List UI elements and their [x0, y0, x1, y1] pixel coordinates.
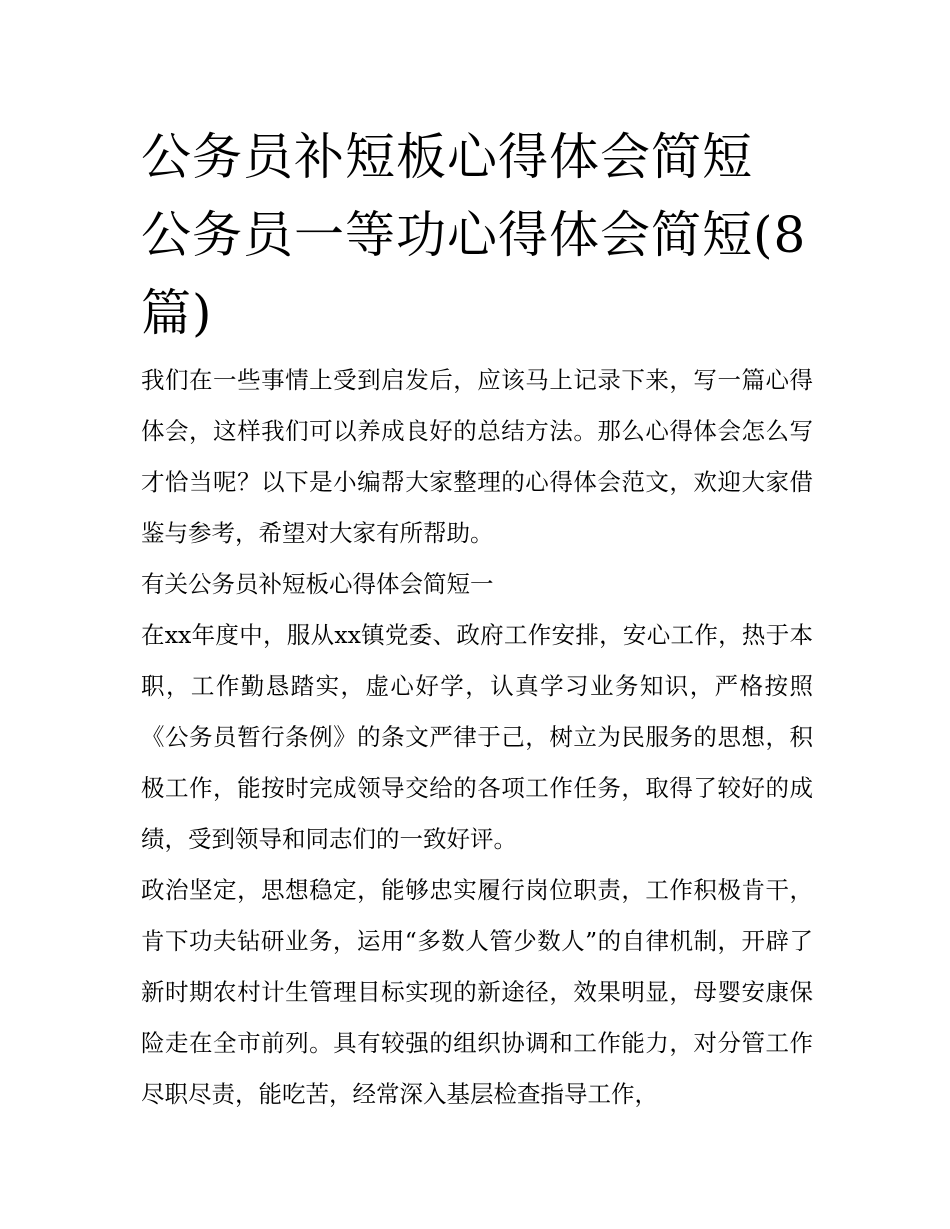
body-paragraph-2: 政治坚定，思想稳定，能够忠实履行岗位职责，工作积极肯干，肯下功夫钻研业务，运用“多数人管少数人”的自律机制，开辟了新时期农村计生管理目标实现的新途径，效果明显，母婴安康保险走在全市前列。具有较强的组织协调和工作能力，对分管工作尽职尽责，能吃苦，经常深入基层检查指导工作，	[141, 876, 813, 1108]
document-title: 公务员补短板心得体会简短 公务员一等功心得体会简短(8篇)	[141, 128, 807, 342]
intro-paragraph: 我们在一些事情上受到启发后，应该马上记录下来，写一篇心得体会，这样我们可以养成良好的总结方法。那么心得体会怎么写才恰当呢？以下是小编帮大家整理的心得体会范文，欢迎大家借鉴与参考，希望对大家有所帮助。	[141, 366, 813, 547]
section-heading: 有关公务员补短板心得体会简短一	[141, 570, 494, 598]
body-paragraph-1: 在xx年度中，服从xx镇党委、政府工作安排，安心工作，热于本职，工作勤恳踏实，虚心好学，认真学习业务知识，严格按照《公务员暂行条例》的条文严律于己，树立为民服务的思想，积极工作，能按时完成领导交给的各项工作任务，取得了较好的成绩，受到领导和同志们的一致好评。	[141, 621, 813, 853]
document-body	[141, 355, 813, 1120]
